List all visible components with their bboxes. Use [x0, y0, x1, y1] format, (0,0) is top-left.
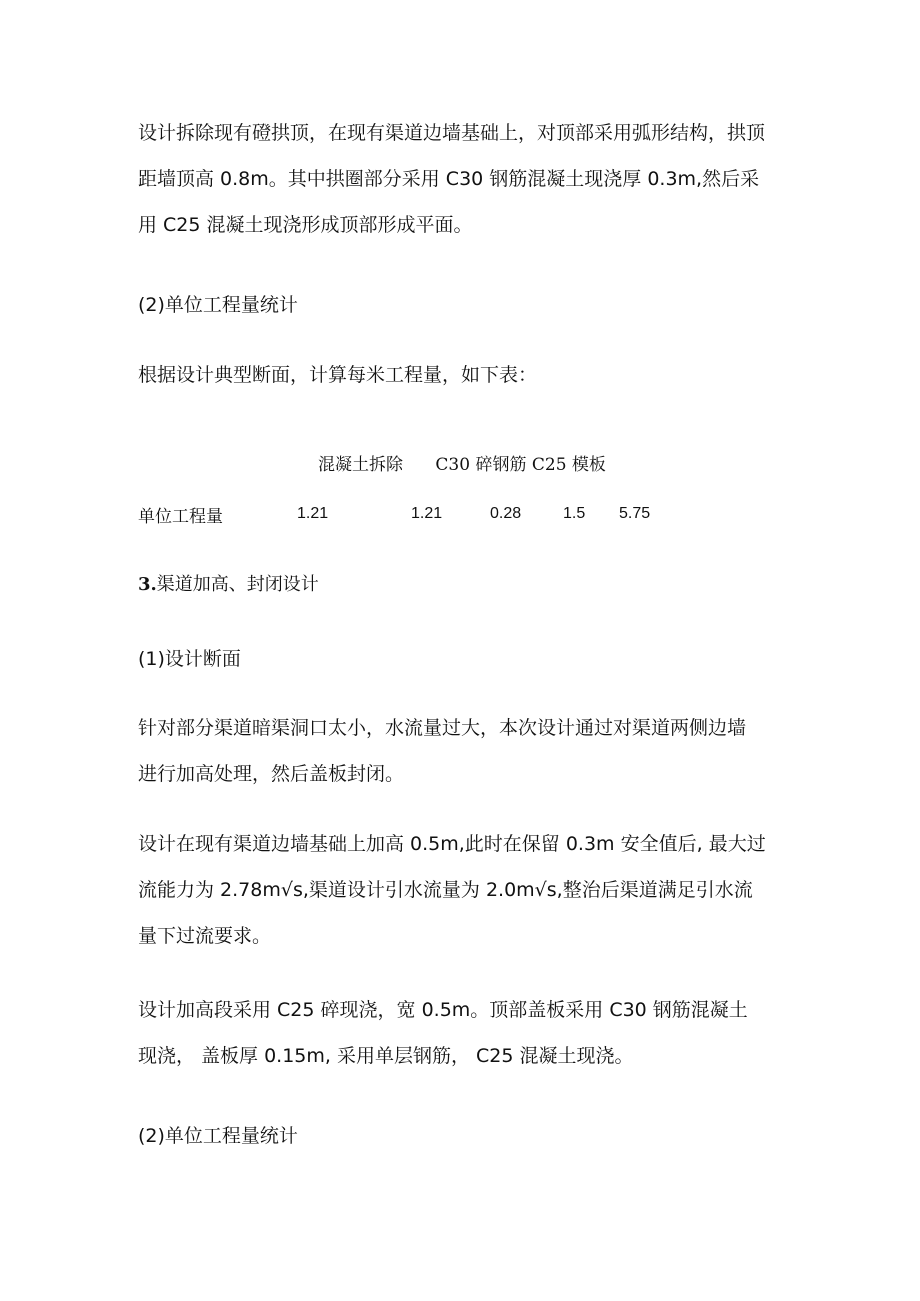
text-line: 设计在现有渠道边墙基础上加高 0.5m,此时在保留 0.3m 安全值后, 最大过 — [138, 833, 766, 855]
table-cell: 5.75 — [619, 505, 651, 522]
heading-unit-quantity-1: (2)单位工程量统计 — [138, 294, 298, 316]
heading-unit-quantity-2: (2)单位工程量统计 — [138, 1125, 298, 1147]
paragraph-problem — [138, 705, 798, 797]
section-heading-3 — [138, 562, 798, 608]
table-header: 混凝土拆除 C30 碎钢筋 C25 模板 — [318, 455, 606, 475]
heading-design-section: (1)设计断面 — [138, 648, 241, 670]
table-cell: 1.5 — [563, 505, 586, 522]
text-line: 距墙顶高 0.8m。其中拱圈部分采用 C30 钢筋混凝土现浇厚 0.3m,然后采 — [138, 168, 760, 190]
text-line: 进行加高处理，然后盖板封闭。 — [138, 763, 405, 785]
paragraph-arch-design — [138, 110, 798, 248]
table-cell: 0.28 — [490, 505, 522, 522]
section-number: 3. — [138, 574, 157, 595]
table-cell: 1.21 — [297, 505, 329, 522]
text-line: 设计加高段采用 C25 碎现浇，宽 0.5m。顶部盖板采用 C30 钢筋混凝土 — [138, 999, 748, 1021]
text-line: 流能力为 2.78m√s,渠道设计引水流量为 2.0m√s,整治后渠道满足引水流 — [138, 879, 753, 901]
text-line: 针对部分渠道暗渠洞口太小，水流量过大，本次设计通过对渠道两侧边墙 — [138, 717, 747, 739]
section-title: 渠道加高、封闭设计 — [156, 574, 319, 595]
text-line: 量下过流要求。 — [138, 925, 272, 947]
paragraph-heightening — [138, 821, 798, 959]
text-line: 用 C25 混凝土现浇形成顶部形成平面。 — [138, 214, 473, 236]
text-line: 设计拆除现有磴拱顶，在现有渠道边墙基础上，对顶部采用弧形结构，拱顶 — [138, 122, 766, 144]
paragraph-table-intro: 根据设计典型断面，计算每米工程量，如下表： — [138, 364, 538, 386]
paragraph-cover-slab — [138, 987, 798, 1079]
table-cell: 1.21 — [411, 505, 443, 522]
table-row-label: 单位工程量 — [138, 507, 223, 527]
text-line: 现浇， 盖板厚 0.15m, 采用单层钢筋， C25 混凝土现浇。 — [138, 1045, 634, 1067]
